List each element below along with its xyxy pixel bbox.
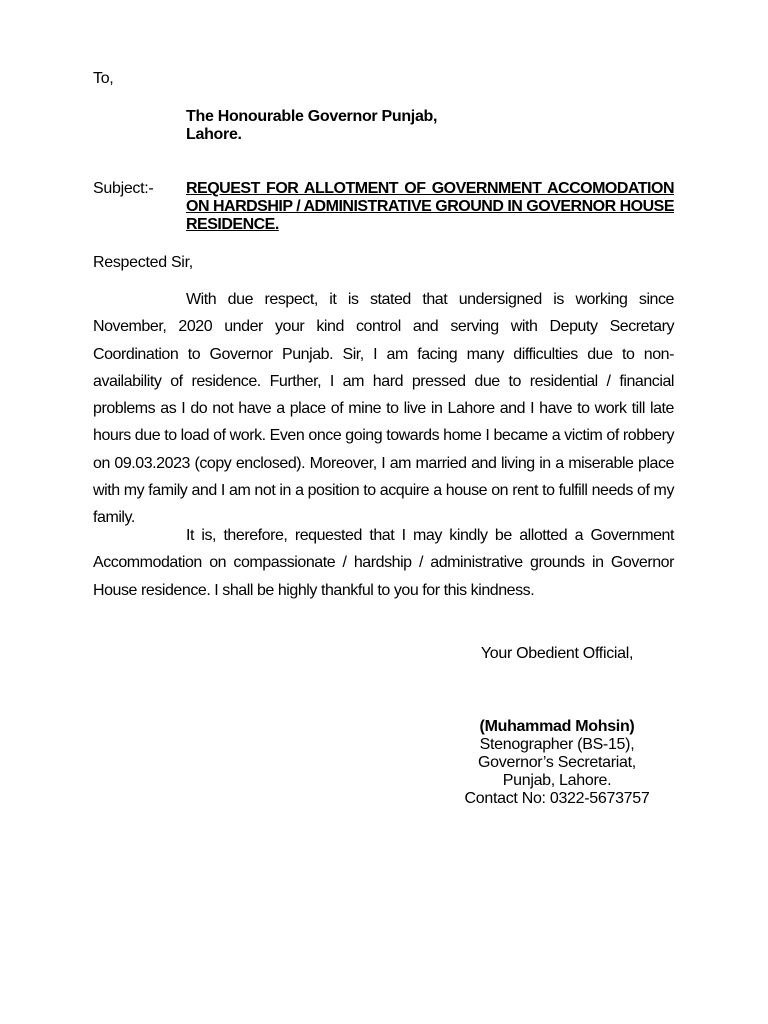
closing-line: Your Obedient Official,: [480, 645, 634, 662]
signatory-designation: Stenographer (BS-15),: [479, 736, 635, 753]
to-label: To,: [93, 70, 114, 87]
greeting: Respected Sir,: [93, 254, 193, 271]
signatory-office: Governor’s Secretariat,: [478, 754, 636, 771]
subject-label: Subject:-: [93, 180, 154, 197]
addressee-line-1: The Honourable Governor Punjab,: [186, 108, 438, 125]
signature-block: [437, 718, 677, 808]
signatory-contact: Contact No: 0322-5673757: [464, 790, 650, 807]
addressee-block: [186, 108, 437, 144]
signatory-name: (Muhammad Mohsin): [479, 718, 635, 735]
subject-text: REQUEST FOR ALLOTMENT OF GOVERNMENT ACCOMODATION ON HARDSHIP / ADMINISTRATIVE GROUND IN GOVERNOR HOUSE RESIDENCE.: [186, 180, 674, 233]
body-paragraph-1: With due respect, it is stated that undersigned is working since November, 2020 under your kind control and serving with Deputy Secretary Coordination to Governor Punjab. Sir, I am facing many difficulties due to non-availability of residence. Further, I am hard pressed due to residential / financial problems as I do not have a place of mine to live in Lahore and I have to work till late hours due to load of work. Even once going towards home I became a victim of robbery on 09.03.2023 (copy enclosed). Moreover, I am married and living in a miserable place with my family and I am not in a position to acquire a house on rent to fulfill needs of my family.: [93, 291, 674, 527]
addressee-line-2: Lahore.: [186, 126, 242, 143]
signatory-location: Punjab, Lahore.: [502, 772, 612, 789]
body-paragraph-2: It is, therefore, requested that I may kindly be allotted a Government Accommodation on compassionate / hardship / administrative grounds in Governor House residence. I shall be highly thankful to you for this kindness.: [93, 527, 674, 599]
